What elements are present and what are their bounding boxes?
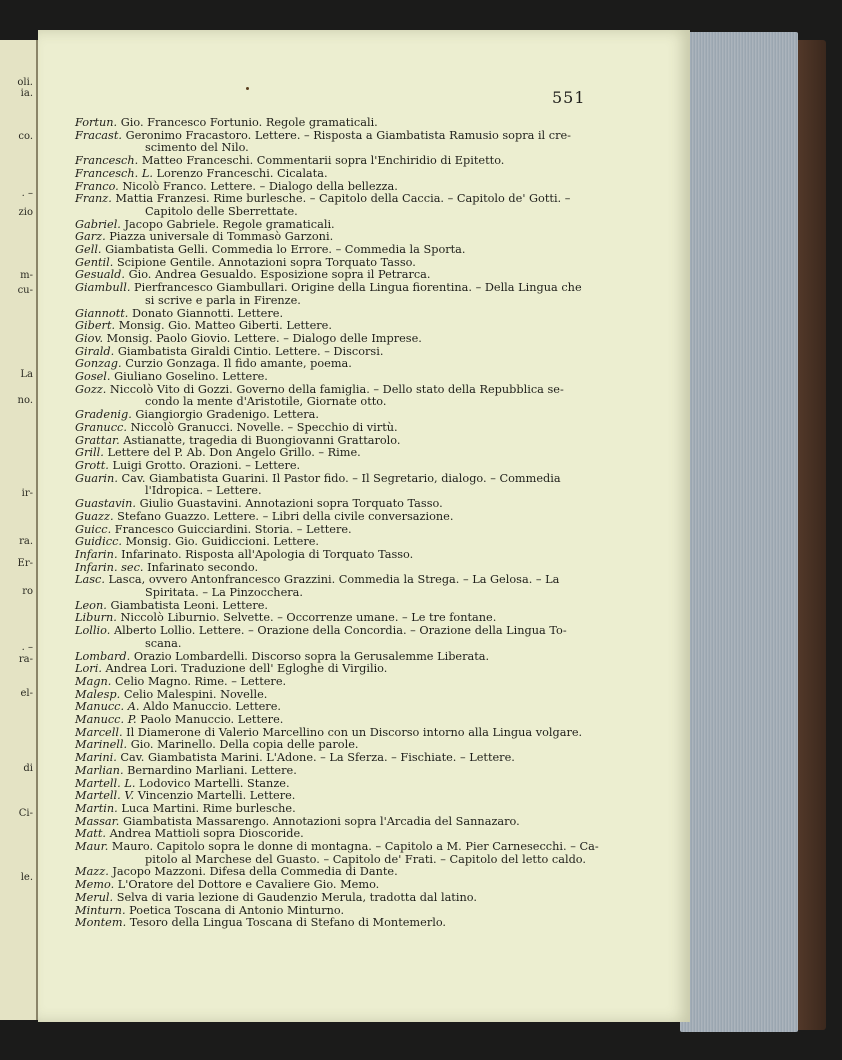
entry-text: Giambatista Giraldi Cintio. Lettere. – Discorsi. [117,344,384,358]
entry-abbreviation: Guazz. [75,509,114,523]
entry-text: Andrea Lori. Traduzione dell' Egloghe di Virgilio. [105,662,388,676]
entry-continuation: si scrive e parla in Firenze. [145,293,301,307]
entry-text: Monsig. Paolo Giovio. Lettere. – Dialogo delle Imprese. [106,331,422,345]
entry-text: Il Diamerone di Valerio Marcellino con un Discorso intorno alla Lingua volgare. [126,725,583,739]
facing-page-text-fragment: Er- [17,558,33,569]
entry-abbreviation: Guastavin. [75,497,136,511]
abbreviations-list [75,116,599,930]
entry-text: Niccolò Liburnio. Selvette. – Occorrenze umane. – Le tre fontane. [120,611,497,625]
entry-text: Niccolò Granucci. Novelle. – Specchio di virtù. [130,420,398,434]
entry-abbreviation: Fracast. [75,128,122,142]
entry-abbreviation: Franco. [75,179,119,193]
entry-text: Paolo Manuccio. Lettere. [140,713,284,727]
entry-abbreviation: Guarin. [75,471,118,485]
entry-text: Niccolò Vito di Gozzi. Governo della famiglia. – Dello stato della Repubblica se- [109,382,564,396]
entry-abbreviation: Massar. [75,814,120,828]
entry-text: Gio. Marinello. Della copia delle parole. [130,738,359,752]
list-item [75,281,582,295]
entry-text: Giangiorgio Gradenigo. Lettera. [135,408,319,422]
entry-abbreviation: Marlian. [75,763,124,777]
entry-abbreviation: Manucc. A. [75,700,140,714]
entry-abbreviation: Garz. [75,230,106,244]
facing-page-text-fragment: ra. [19,536,33,547]
entry-abbreviation: Manucc. P. [75,713,137,727]
entry-text: Giambatista Gelli. Commedia lo Errore. – Commedia la Sporta. [105,243,466,257]
entry-abbreviation: Leon. [75,598,107,612]
entry-text: Lodovico Martelli. Stanze. [139,776,290,790]
entry-abbreviation: Martell. L. [75,776,136,790]
entry-text: Poetica Toscana di Antonio Minturno. [129,903,345,917]
facing-page-text-fragment: . – [21,188,33,199]
entry-abbreviation: Malesp. [75,687,121,701]
facing-page-text-fragment: zio [18,207,33,218]
entry-continuation: Spiritata. – La Pinzocchera. [145,586,303,600]
entry-text: Luca Martini. Rime burlesche. [121,801,296,815]
facing-page-text-fragment: oli. [17,77,33,88]
entry-text: Giulio Guastavini. Annotazioni sopra Torquato Tasso. [139,497,443,511]
facing-page-text-fragment: le. [20,872,33,883]
entry-text: Luigi Grotto. Orazioni. – Lettere. [112,458,301,472]
entry-text: Lorenzo Franceschi. Cicalata. [156,166,328,180]
entry-text: Geronimo Fracastoro. Lettere. – Risposta a Giambatista Ramusio sopra il cre- [125,128,571,142]
entry-abbreviation: Gibert. [75,319,116,333]
entry-abbreviation: Grott. [75,458,109,472]
entry-abbreviation: Marcell. [75,725,123,739]
facing-page-text-fragment: no. [17,395,33,406]
entry-text: Stefano Guazzo. Lettere. – Libri della civile conversazione. [117,509,454,523]
entry-abbreviation: Guicc. [75,522,112,536]
facing-page-text-fragment: . – [21,642,33,653]
entry-abbreviation: Martell. V. [75,789,135,803]
entry-abbreviation: Matt. [75,827,106,841]
entry-abbreviation: Infarin. [75,547,118,561]
entry-text: Giambatista Leoni. Lettere. [110,598,269,612]
entry-text: Monsig. Gio. Guidiccioni. Lettere. [125,535,320,549]
entry-text: Aldo Manuccio. Lettere. [143,700,281,714]
list-item [75,624,567,638]
entry-abbreviation: Infarin. sec. [75,560,144,574]
entry-text: Cav. Giambatista Guarini. Il Pastor fido. – Il Segretario, dialogo. – Commedia [121,471,561,485]
entry-abbreviation: Martin. [75,801,118,815]
entry-abbreviation: Marini. [75,751,117,765]
entry-text: Mauro. Capitolo sopra le donne di montagna. – Capitolo a M. Pier Carnesecchi. – Ca- [111,840,599,854]
entry-text: Matteo Franceschi. Commentarii sopra l'Enchiridio di Epitetto. [141,154,505,168]
facing-page-edge [0,40,38,1020]
entry-text: Vincenzio Martelli. Lettere. [137,789,296,803]
entry-text: Piazza universale di Tommasò Garzoni. [109,230,334,244]
entry-text: Jacopo Mazzoni. Difesa della Commedia di Dante. [112,865,398,879]
entry-abbreviation: Lasc. [75,573,105,587]
entry-abbreviation: Guidicc. [75,535,123,549]
entry-abbreviation: Gradenig. [75,408,132,422]
entry-abbreviation: Giambull. [75,281,131,295]
entry-continuation: Capitolo delle Sberrettate. [145,204,298,218]
entry-abbreviation: Granucc. [75,420,127,434]
entry-abbreviation: Giannott. [75,306,129,320]
entry-text: Gio. Francesco Fortunio. Regole gramaticali. [120,116,378,129]
entry-abbreviation: Lollio. [75,624,111,638]
entry-continuation: scana. [145,636,182,650]
page-number: 551 [552,88,586,107]
entry-abbreviation: Fortun. [75,116,118,129]
facing-page-text-fragment: La [20,369,33,380]
entry-text: Giuliano Goselino. Lettere. [114,370,268,384]
entry-text: Bernardino Marliani. Lettere. [127,763,297,777]
facing-page-text-fragment: ro [22,586,33,597]
entry-text: Andrea Mattioli sopra Dioscoride. [109,827,304,841]
entry-abbreviation: Gozz. [75,382,107,396]
entry-text: Cav. Giambatista Marini. L'Adone. – La Sferza. – Fischiate. – Lettere. [120,751,515,765]
entry-abbreviation: Mazz. [75,865,109,879]
facing-page-text-fragment: di [23,763,33,774]
book-page [38,30,690,1022]
entry-abbreviation: Gonzag. [75,357,122,371]
facing-page-text-fragment: co. [18,131,33,142]
entry-abbreviation: Francesch. [75,154,139,168]
entry-text: Donato Giannotti. Lettere. [132,306,284,320]
entry-abbreviation: Gabriel. [75,217,121,231]
entry-text: Infarinato secondo. [147,560,259,574]
entry-text: Scipione Gentile. Annotazioni sopra Torquato Tasso. [116,255,416,269]
ink-spot [246,87,249,90]
entry-abbreviation: Grill. [75,446,104,460]
entry-abbreviation: Memo. [75,878,115,892]
page-block-edges [680,32,798,1032]
entry-text: Giambatista Massarengo. Annotazioni sopra l'Arcadia del Sannazaro. [122,814,520,828]
entry-text: Jacopo Gabriele. Regole gramaticali. [124,217,335,231]
entry-text: Gio. Andrea Gesualdo. Esposizione sopra il Petrarca. [128,268,431,282]
entry-text: Orazio Lombardelli. Discorso sopra la Gerusalemme Liberata. [133,649,490,663]
entry-abbreviation: Lombard. [75,649,131,663]
entry-abbreviation: Gosel. [75,370,111,384]
entry-abbreviation: Girald. [75,344,115,358]
facing-page-text-fragment: el- [20,688,33,699]
entry-abbreviation: Lori. [75,662,102,676]
entry-abbreviation: Merul. [75,890,114,904]
list-item [75,840,599,854]
entry-text: Tesoro della Lingua Toscana di Stefano di Montemerlo. [129,916,447,930]
entry-text: Infarinato. Risposta all'Apologia di Torquato Tasso. [121,547,414,561]
entry-text: Astianatte, tragedia di Buongiovanni Grattarolo. [123,433,401,447]
entry-abbreviation: Marinell. [75,738,128,752]
entry-continuation: pitolo al Marchese del Guasto. – Capitolo de' Frati. – Capitolo del letto caldo. [145,852,587,866]
facing-page-text-fragment: Ci- [18,808,33,819]
entry-continuation: scimento del Nilo. [145,141,249,155]
entry-text: Pierfrancesco Giambullari. Origine della Lingua fiorentina. – Della Lingua che [134,281,582,295]
entry-abbreviation: Liburn. [75,611,117,625]
entry-abbreviation: Grattar. [75,433,120,447]
facing-page-text-fragment: ir- [21,488,33,499]
facing-page-text-fragment: ia. [20,88,33,99]
entry-abbreviation: Franz. [75,192,112,206]
entry-text: Celio Magno. Rime. – Lettere. [115,674,287,688]
entry-continuation: l'Idropica. – Lettere. [145,484,262,498]
entry-abbreviation: Gell. [75,243,102,257]
entry-abbreviation: Montem. [75,916,127,930]
entry-text: Alberto Lollio. Lettere. – Orazione della Concordia. – Orazione della Lingua To- [113,624,567,638]
list-item [75,917,545,930]
entry-abbreviation: Gesuald. [75,268,125,282]
entry-text: Francesco Guicciardini. Storia. – Lettere. [114,522,352,536]
entry-abbreviation: Francesch. L. [75,166,153,180]
entry-text: Curzio Gonzaga. Il fido amante, poema. [125,357,352,371]
entry-abbreviation: Minturn. [75,903,126,917]
entry-text: Selva di varia lezione di Gaudenzio Merula, tradotta dal latino. [116,890,477,904]
entry-text: Lettere del P. Ab. Don Angelo Grillo. – Rime. [107,446,361,460]
entry-text: Nicolò Franco. Lettere. – Dialogo della bellezza. [122,179,398,193]
entry-text: Mattia Franzesi. Rime burlesche. – Capitolo della Caccia. – Capitolo de' Gotti. – [115,192,571,206]
entry-text: L'Oratore del Dottore e Cavaliere Gio. Memo. [117,878,380,892]
facing-page-text-fragment: cu- [17,285,33,296]
entry-text: Lasca, ovvero Antonfrancesco Grazzini. Commedia la Strega. – La Gelosa. – La [108,573,560,587]
entry-abbreviation: Magn. [75,674,112,688]
facing-page-text-fragment: ra- [18,654,33,665]
facing-page-text-fragment: m- [20,270,33,281]
entry-continuation: condo la mente d'Aristotile, Giornate otto. [145,395,387,409]
entry-abbreviation: Maur. [75,840,109,854]
entry-text: Celio Malespini. Novelle. [123,687,268,701]
entry-abbreviation: Gentil. [75,255,114,269]
entry-text: Monsig. Gio. Matteo Giberti. Lettere. [118,319,332,333]
entry-abbreviation: Giov. [75,331,104,345]
list-item [75,549,545,562]
